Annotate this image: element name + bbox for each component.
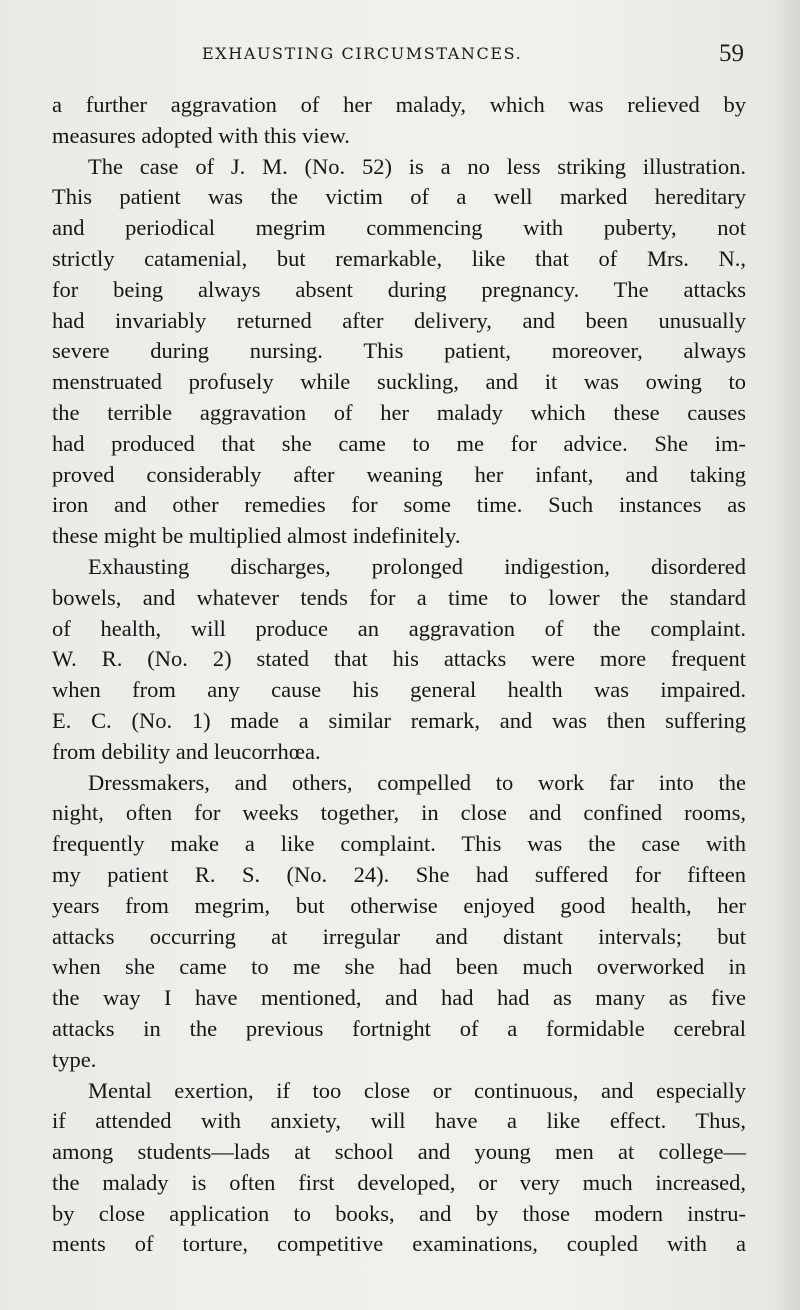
- text-line: the terrible aggravation of her malady which these causes: [52, 399, 746, 425]
- text-line: years from megrim, but otherwise enjoyed good health, her: [52, 892, 746, 918]
- text-line: among students—lads at school and young men at college—: [52, 1139, 746, 1165]
- text-line: The case of J. M. (No. 52) is a no less striking illustration.: [88, 153, 746, 179]
- text-line: W. R. (No. 2) stated that his attacks were more frequent: [52, 646, 746, 672]
- text-line: and periodical megrim commencing with puberty, not: [52, 215, 746, 241]
- text-line: the malady is often first developed, or very much increased,: [52, 1169, 746, 1195]
- text-line: the way I have mentioned, and had had as many as five: [52, 985, 746, 1011]
- text-line: had produced that she came to me for advice. She im-: [52, 430, 746, 456]
- text-line: strictly catamenial, but remarkable, like that of Mrs. N.,: [52, 245, 746, 271]
- text-line: had invariably returned after delivery, and been unusually: [52, 307, 746, 333]
- text-line: these might be multiplied almost indefinitely.: [52, 523, 461, 549]
- text-line: ments of torture, competitive examinations, coupled with a: [52, 1231, 746, 1257]
- text-line: for being always absent during pregnancy. The attacks: [52, 276, 746, 302]
- text-line: attacks in the previous fortnight of a formidable cerebral: [52, 1015, 746, 1041]
- page-edge-shadow: [772, 0, 800, 1310]
- text-line: E. C. (No. 1) made a similar remark, and was then suffering: [52, 707, 746, 733]
- text-line: my patient R. S. (No. 24). She had suffered for fifteen: [52, 861, 746, 887]
- text-line: bowels, and whatever tends for a time to lower the standard: [52, 584, 746, 610]
- body-text: [52, 90, 746, 1260]
- running-title: EXHAUSTING CIRCUMSTANCES.: [202, 44, 523, 63]
- text-line: type.: [52, 1046, 97, 1072]
- text-line: proved considerably after weaning her infant, and taking: [52, 461, 746, 487]
- text-line: night, often for weeks together, in close and confined rooms,: [52, 800, 746, 826]
- text-line: Dressmakers, and others, compelled to work far into the: [88, 769, 746, 795]
- text-line: attacks occurring at irregular and distant intervals; but: [52, 923, 746, 949]
- text-line: a further aggravation of her malady, which was relieved by: [52, 92, 746, 117]
- text-line: severe during nursing. This patient, moreover, always: [52, 338, 746, 364]
- text-line: from debility and leucorrhœa.: [52, 738, 321, 764]
- page-header: [52, 40, 744, 76]
- text-line: Mental exertion, if too close or continuous, and especially: [88, 1077, 746, 1103]
- text-line: frequently make a like complaint. This was the case with: [52, 831, 746, 857]
- text-line: by close application to books, and by those modern instru-: [52, 1200, 746, 1226]
- text-line: menstruated profusely while suckling, and it was owing to: [52, 369, 746, 395]
- text-line: when she came to me she had been much overworked in: [52, 954, 746, 980]
- text-line: This patient was the victim of a well marked hereditary: [52, 184, 746, 210]
- text-line: when from any cause his general health was impaired.: [52, 677, 746, 703]
- text-line: measures adopted with this view.: [52, 122, 350, 148]
- page-number: 59: [719, 40, 744, 67]
- text-line: if attended with anxiety, will have a like effect. Thus,: [52, 1108, 746, 1134]
- text-line: of health, will produce an aggravation of the complaint.: [52, 615, 746, 641]
- text-line: iron and other remedies for some time. Such instances as: [52, 492, 746, 518]
- text-line: Exhausting discharges, prolonged indigestion, disordered: [88, 553, 746, 579]
